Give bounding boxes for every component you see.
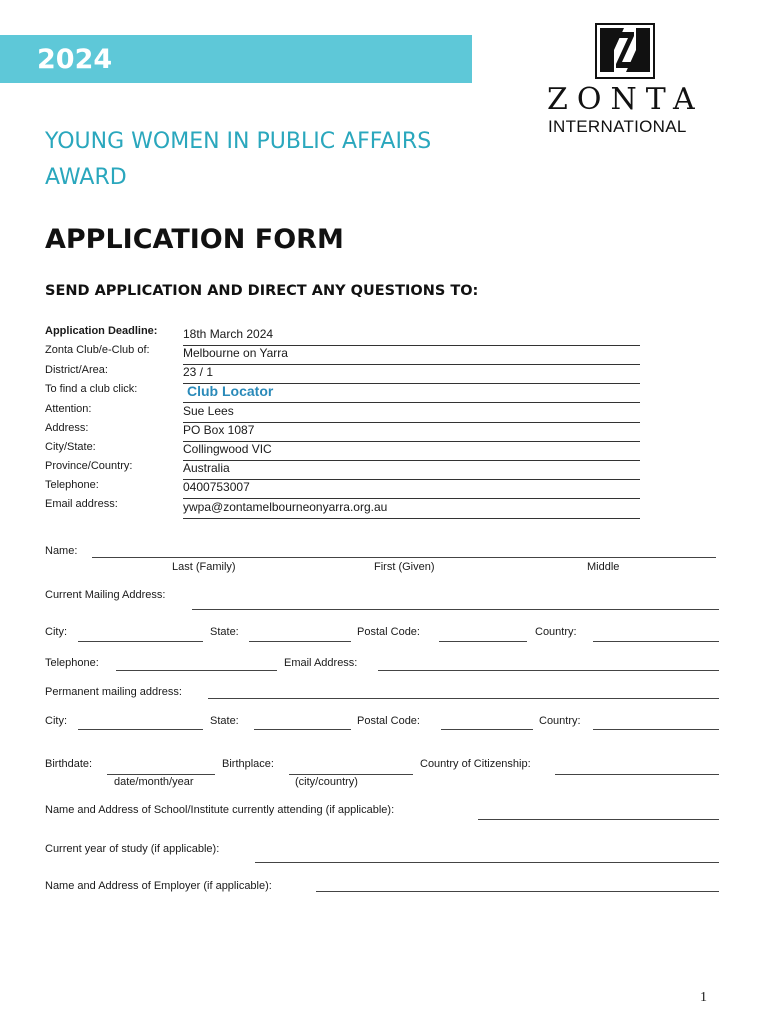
mailing-address-line[interactable] <box>192 609 719 610</box>
name-line[interactable] <box>92 557 716 558</box>
value-attention: Sue Lees <box>183 403 640 423</box>
birthplace-label: Birthplace: <box>222 758 274 770</box>
permanent-postal-code-label: Postal Code: <box>357 715 420 727</box>
permanent-address-label: Permanent mailing address: <box>45 686 182 698</box>
permanent-city-line[interactable] <box>78 729 203 730</box>
country-line[interactable] <box>593 641 719 642</box>
permanent-country-line[interactable] <box>593 729 719 730</box>
telephone-line[interactable] <box>116 670 277 671</box>
value-province-country: Australia <box>183 460 640 480</box>
label-address: Address: <box>45 422 89 434</box>
label-district: District/Area: <box>45 364 108 376</box>
mailing-address-label: Current Mailing Address: <box>45 589 166 601</box>
club-locator-link[interactable]: Club Locator <box>187 383 274 399</box>
page-number: 1 <box>700 990 707 1005</box>
zonta-emblem-icon <box>594 22 656 80</box>
award-title-line-2: AWARD <box>45 165 127 190</box>
birthplace-line[interactable] <box>289 774 413 775</box>
label-club: Zonta Club/e-Club of: <box>45 344 150 356</box>
label-club-locator: To find a club click: <box>45 383 138 395</box>
last-name-hint: Last (Family) <box>172 561 236 573</box>
state-line[interactable] <box>249 641 351 642</box>
label-city-state: City/State: <box>45 441 96 453</box>
value-club-locator <box>183 383 640 403</box>
value-deadline: 18th March 2024 <box>183 326 640 346</box>
birthdate-hint: date/month/year <box>114 776 194 788</box>
form-title: APPLICATION FORM <box>45 224 344 255</box>
label-province-country: Province/Country: <box>45 460 133 472</box>
permanent-postal-code-line[interactable] <box>441 729 533 730</box>
value-address: PO Box 1087 <box>183 422 640 442</box>
label-attention: Attention: <box>45 403 92 415</box>
permanent-state-label: State: <box>210 715 239 727</box>
birthdate-label: Birthdate: <box>45 758 93 770</box>
label-telephone: Telephone: <box>45 479 99 491</box>
value-telephone: 0400753007 <box>183 479 640 499</box>
country-label: Country: <box>535 626 577 638</box>
state-label: State: <box>210 626 239 638</box>
email-label: Email Address: <box>284 657 358 669</box>
city-label: City: <box>45 626 67 638</box>
employer-label: Name and Address of Employer (if applicable): <box>45 880 272 892</box>
permanent-address-line[interactable] <box>208 698 719 699</box>
school-line[interactable] <box>478 819 719 820</box>
postal-code-line[interactable] <box>439 641 527 642</box>
send-heading: SEND APPLICATION AND DIRECT ANY QUESTIONS TO: <box>45 283 479 299</box>
city-line[interactable] <box>78 641 203 642</box>
birthdate-line[interactable] <box>107 774 215 775</box>
year-label: 2024 <box>37 44 113 75</box>
award-title-line-1: YOUNG WOMEN IN PUBLIC AFFAIRS <box>45 129 432 154</box>
citizenship-line[interactable] <box>555 774 719 775</box>
permanent-state-line[interactable] <box>254 729 351 730</box>
employer-line[interactable] <box>316 891 719 892</box>
value-city-state: Collingwood VIC <box>183 441 640 461</box>
zonta-wordmark: ZONTA <box>547 82 704 117</box>
email-line[interactable] <box>378 670 719 671</box>
permanent-city-label: City: <box>45 715 67 727</box>
postal-code-label: Postal Code: <box>357 626 420 638</box>
year-of-study-label: Current year of study (if applicable): <box>45 843 220 855</box>
label-email: Email address: <box>45 498 118 510</box>
name-label: Name: <box>45 545 78 557</box>
telephone-label: Telephone: <box>45 657 99 669</box>
value-email: ywpa@zontamelbourneonyarra.org.au <box>183 499 640 519</box>
value-club: Melbourne on Yarra <box>183 345 640 365</box>
value-district: 23 / 1 <box>183 364 640 384</box>
first-name-hint: First (Given) <box>374 561 435 573</box>
birthplace-hint: (city/country) <box>295 776 358 788</box>
international-wordmark: INTERNATIONAL <box>548 117 687 136</box>
citizenship-label: Country of Citizenship: <box>420 758 531 770</box>
award-title <box>45 124 431 196</box>
middle-name-hint: Middle <box>587 561 620 573</box>
label-deadline: Application Deadline: <box>45 325 158 337</box>
permanent-country-label: Country: <box>539 715 581 727</box>
school-label: Name and Address of School/Institute currently attending (if applicable): <box>45 804 395 816</box>
year-of-study-line[interactable] <box>255 862 719 863</box>
